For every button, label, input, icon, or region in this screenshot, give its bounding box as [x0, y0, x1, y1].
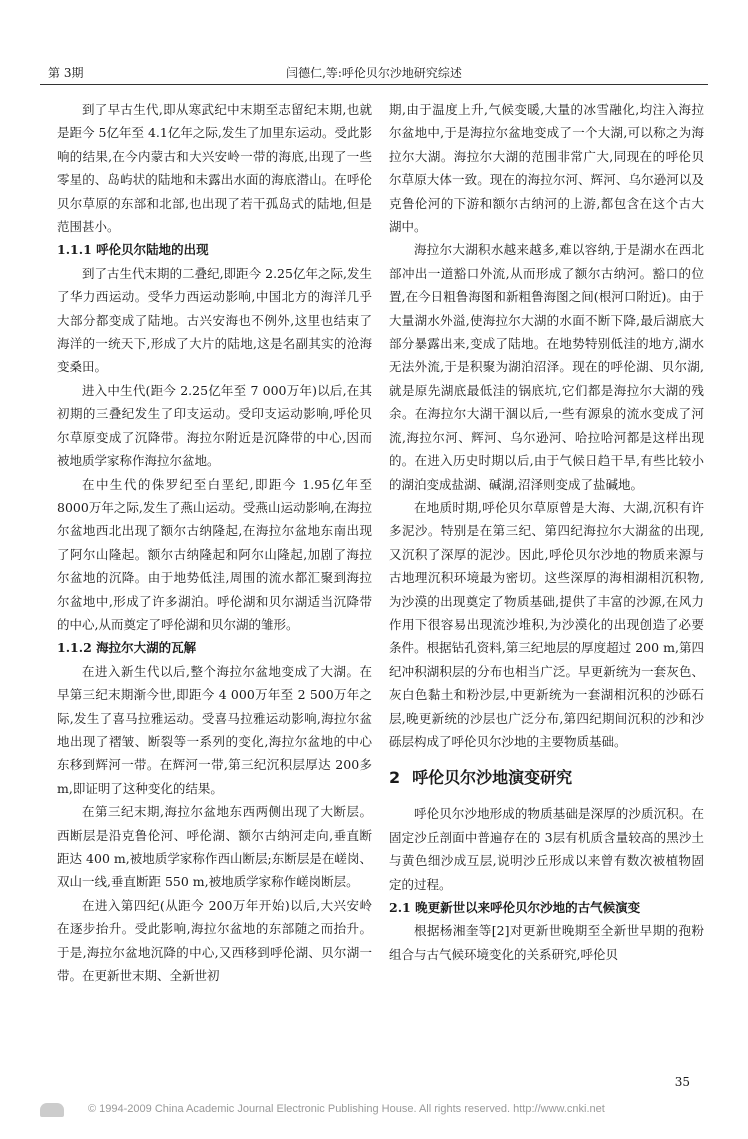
subsection-heading: 1.1.2 海拉尔大湖的瓦解: [57, 640, 197, 656]
running-header: [40, 64, 708, 85]
body-paragraph: 根据杨湘奎等[2]对更新世晚期至全新世早期的孢粉组合与古气候环境变化的关系研究,呼伦贝: [389, 923, 704, 962]
copyright-footer: [40, 1100, 708, 1124]
body-paragraph: 进入中生代(距今 2.25亿年至 7 000万年)以后,在其初期的三叠纪发生了印支运动。受印支运动影响,呼伦贝尔草原变成了沉降带。海拉尔附近是沉降带的中心,因而被地质学家称作海拉尔盆地。: [57, 382, 372, 469]
body-paragraph: 在进入第四纪(从距今 200万年开始)以后,大兴安岭在逐步抬升。受此影响,海拉尔盆地的东部随之而抬升。于是,海拉尔盆地沉降的中心,又西移到呼伦湖、贝尔湖一带。在更新世末期、全新世初: [57, 897, 372, 984]
body-paragraph: 期,由于温度上升,气候变暖,大量的冰雪融化,均注入海拉尔盆地中,于是海拉尔盆地变成了一个大湖,可以称之为海拉尔大湖。海拉尔大湖的范围非常广大,同现在的呼伦贝尔草原大体一致。现在的海拉尔河、辉河、乌尔逊河以及克鲁伦河的下游和额尔古纳河的上游,都包含在这个古大湖中。: [389, 102, 704, 235]
body-paragraph: 到了古生代末期的二叠纪,即距今 2.25亿年之际,发生了华力西运动。受华力西运动影响,中国北方的海洋几乎大部分都变成了陆地。古兴安海也不例外,这里也结束了海洋的一统天下,形成了大片的陆地,这是名副其实的沧海变桑田。: [57, 265, 372, 375]
body-paragraph: 到了早古生代,即从寒武纪中末期至志留纪末期,也就是距今 5亿年至 4.1亿年之际,发生了加里东运动。受此影响的结果,在今内蒙古和大兴安岭一带的海底,出现了一些零星的、岛屿状的陆地和未露出水面的海底潜山。在呼伦贝尔草原的东部和北部,也出现了若干孤岛式的陆地,但是范围甚小。: [57, 102, 372, 235]
section-number: 2: [389, 768, 401, 788]
issue-label: 第 3期: [48, 66, 84, 80]
body-paragraph: 在进入新生代以后,整个海拉尔盆地变成了大湖。在早第三纪末期渐今世,即距今 4 000万年至 2 500万年之际,发生了喜马拉雅运动。受喜马拉雅运动影响,海拉尔盆地出现了褶皱、断裂等一系列的变化,海拉尔盆地的中心东移到辉河一带。在辉河一带,第三纪沉积层厚达 200多 m,即证明了这种变化的结果。: [57, 663, 372, 796]
cnki-logo-icon: [40, 1103, 64, 1117]
body-paragraph: 在地质时期,呼伦贝尔草原曾是大海、大湖,沉积有许多泥沙。特别是在第三纪、第四纪海拉尔大湖盆的出现,又沉积了深厚的泥沙。因此,呼伦贝尔沙地的物质来源与古地理沉积环境最为密切。这些深厚的海相湖相沉积物,为沙漠的出现奠定了物质基础,提供了丰富的沙源,在风力作用下很容易出现流沙堆积,为沙漠化的出现创造了必要条件。根据钻孔资料,第三纪地层的厚度超过 200 m,第四纪冲积湖积层的分布也相当广泛。早更新统为一套灰色、灰白色黏土和粉沙层,中更新统为一套湖相沉积的沙砾石层,晚更新统的沙层也广泛分布,第四纪期间沉积的沙和沙砾层构成了呼伦贝尔沙地的主要物质基础。: [389, 499, 704, 749]
left-column: [57, 98, 372, 987]
copyright-text: © 1994-2009 China Academic Journal Electronic Publishing House. All rights reserved. http://www.cnki.net: [88, 1103, 605, 1115]
right-column: [389, 98, 704, 966]
page-number: 35: [674, 1075, 690, 1089]
section-heading: [389, 766, 704, 790]
running-title: 闫德仁,等:呼伦贝尔沙地研究综述: [286, 66, 462, 80]
section-title: 呼伦贝尔沙地演变研究: [412, 768, 573, 788]
subsection-heading: 2.1 晚更新世以来呼伦贝尔沙地的古气候演变: [389, 900, 641, 915]
body-paragraph: 在中生代的侏罗纪至白垩纪,即距今 1.95亿年至 8000万年之际,发生了燕山运动。受燕山运动影响,在海拉尔盆地西北出现了额尔古纳隆起,在海拉尔盆地东南出现了阿尔山隆起。额尔古纳隆起和阿尔山隆起,加剧了海拉尔盆地的沉降。由于地势低洼,周围的流水都汇聚到海拉尔盆地中,形成了许多湖泊。呼伦湖和贝尔湖适当沉降带的中心,从而奠定了呼伦湖和贝尔湖的雏形。: [57, 476, 372, 632]
body-paragraph: 呼伦贝尔沙地形成的物质基础是深厚的沙质沉积。在固定沙丘剖面中普遍存在的 3层有机质含量较高的黑沙土与黄色细沙成互层,说明沙丘形成以来曾有数次被植物固定的过程。: [389, 806, 704, 892]
subsection-heading: 1.1.1 呼伦贝尔陆地的出现: [57, 242, 209, 258]
body-paragraph: 海拉尔大湖积水越来越多,难以容纳,于是湖水在西北部冲出一道豁口外流,从而形成了额尔古纳河。豁口的位置,在今日粗鲁海图和新粗鲁海图之间(根河口附近)。由于大量湖水外溢,使海拉尔大湖的水面不断下降,最后湖底大部分暴露出来,变成了陆地。在地势特别低洼的地方,湖水无法外流,于是积聚为湖泊沼泽。现在的呼伦湖、贝尔湖,就是原先湖底最低洼的锅底坑,它们都是海拉尔大湖的残余。在海拉尔大湖干涸以后,一些有源泉的流水变成了河流,海拉尔河、辉河、乌尔逊河、哈拉哈河都是这样出现的。在进入历史时期以后,由于气候日趋干旱,有些比较小的湖泊变成盐湖、碱湖,沼泽则变成了盐碱地。: [389, 242, 704, 492]
body-paragraph: 在第三纪末期,海拉尔盆地东西两侧出现了大断层。西断层是沿克鲁伦河、呼伦湖、额尔古纳河走向,垂直断距达 400 m,被地质学家称作西山断层;东断层是在嵯岗、双山一线,垂直断距 550 m,被地质学家称作嵯岗断层。: [57, 804, 372, 890]
